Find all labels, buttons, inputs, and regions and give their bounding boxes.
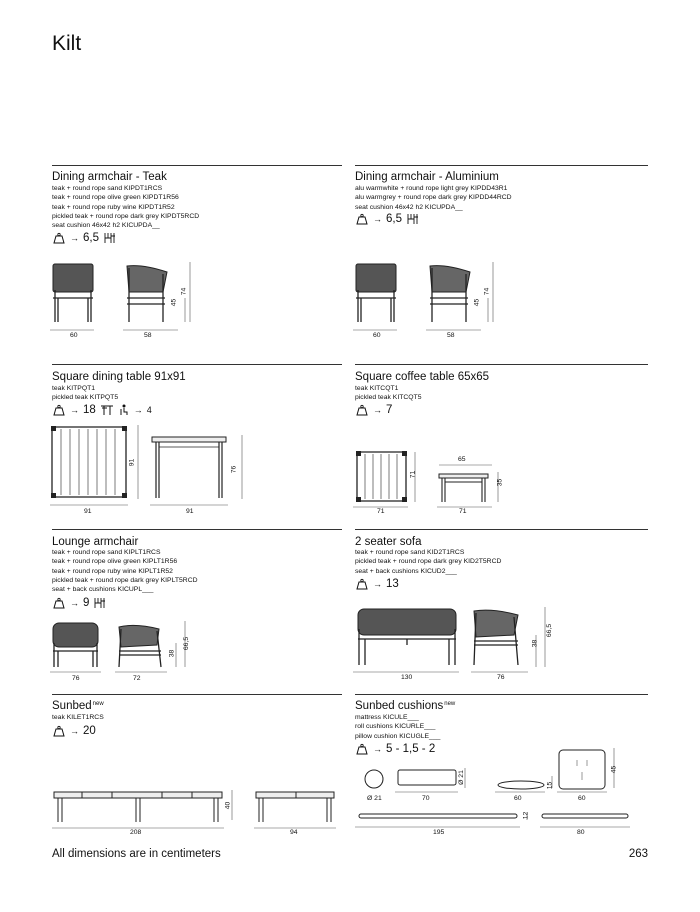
- weight-row: [52, 597, 107, 609]
- weight-row: [355, 404, 392, 416]
- section-title-cushions: [355, 700, 455, 713]
- dimension-depth: 72: [133, 675, 141, 682]
- dimension-lines: [353, 607, 553, 677]
- product-code-line: pickled teak + round rope dark grey KIPLT5RCD: [52, 576, 198, 584]
- section-title-sunbed: [52, 700, 104, 713]
- product-code-line: alu warmwhite + round rope light grey KIPDD43R1: [355, 185, 508, 192]
- weight-kg-icon: [355, 213, 369, 225]
- product-code-line: teak KITPQT1: [52, 385, 96, 392]
- dimension-lines: [52, 790, 342, 835]
- weight-row: [52, 725, 96, 737]
- product-code-line: teak + round rope sand KID2T1RCS: [355, 549, 465, 556]
- seats-value: 4: [146, 405, 152, 415]
- dimension-depth: 91: [128, 458, 136, 467]
- dimension-seat-height: 38: [168, 649, 176, 658]
- section-rule: [52, 165, 342, 166]
- dimension-depth: 58: [447, 332, 455, 339]
- product-code-line: roll cushions KICURLE___: [355, 723, 436, 731]
- dimension-height: 74: [180, 287, 188, 296]
- product-code-line: mattress KICULE___: [355, 714, 419, 721]
- product-codes-dining-teak: [52, 184, 199, 230]
- dimension-lines: [353, 450, 508, 510]
- product-code-line: pickled teak KITPQT5: [52, 394, 119, 402]
- page-number: 263: [628, 848, 648, 860]
- table-icon: [100, 404, 114, 416]
- dimension-pillow-front-height: 45: [610, 765, 618, 774]
- section-rule: [355, 529, 648, 530]
- weight-value: 18: [83, 404, 96, 416]
- section-title-square-coffee: Square coffee table 65x65: [355, 371, 490, 383]
- dimension-width: 71: [377, 508, 385, 515]
- dimension-seat-height: 38: [531, 639, 539, 648]
- dimension-roll-diameter: Ø 21: [367, 795, 382, 802]
- section-rule: [52, 694, 342, 695]
- dimension-height: 66,5: [546, 623, 554, 638]
- stackable-icon: [406, 213, 420, 225]
- section-title-dining-alu: Dining armchair - Aluminium: [355, 171, 499, 183]
- dimension-roll-length: 70: [422, 795, 430, 802]
- product-code-line: teak KITCQT1: [355, 385, 399, 392]
- dimension-width: 130: [401, 674, 413, 681]
- dimension-mattress-width: 80: [577, 829, 585, 836]
- section-title-text: Sunbed cushions: [355, 700, 444, 712]
- product-codes-sunbed: [52, 713, 104, 722]
- weight-kg-icon: [355, 404, 369, 416]
- dimension-pillow-front-width: 60: [578, 795, 586, 802]
- dimension-roll-diameter-side: Ø 21: [457, 770, 465, 785]
- product-code-line: alu warmgrey + round rope dark grey KIPDD44RCD: [355, 194, 512, 202]
- weight-kg-icon: [52, 232, 66, 244]
- product-code-line: teak + round rope sand KIPLT1RCS: [52, 549, 161, 556]
- weight-value: 6,5: [83, 232, 99, 244]
- weight-row: [52, 404, 152, 416]
- dimension-height: 40: [224, 801, 232, 810]
- product-code-line: pickled teak + round rope dark grey KID2T5RCD: [355, 558, 502, 566]
- product-code-line: teak + round rope ruby wine KIPLT1R52: [52, 567, 173, 575]
- dimension-lines: [355, 748, 645, 830]
- arrow-right-icon: →: [133, 405, 143, 415]
- arrow-right-icon: →: [373, 405, 382, 415]
- dimension-lines: [50, 425, 245, 510]
- dimension-height: 74: [483, 287, 491, 296]
- product-code-line: pillow cushion KICUGLE___: [355, 732, 441, 740]
- dimension-top: 65: [458, 456, 466, 463]
- dimension-height: 76: [230, 465, 238, 474]
- product-code-line: seat cushion 46x42 h2 KICUPDA__: [355, 203, 463, 211]
- arrow-right-icon: →: [70, 598, 79, 608]
- section-rule: [355, 364, 648, 365]
- section-title-dining-teak: Dining armchair - Teak: [52, 171, 167, 183]
- product-codes-square-dining: [52, 384, 118, 403]
- dimension-width: 94: [290, 829, 298, 836]
- arrow-right-icon: →: [70, 405, 79, 415]
- weight-row: [355, 213, 420, 225]
- dimension-width: 76: [72, 675, 80, 682]
- new-badge: new: [92, 701, 104, 707]
- weight-value: 6,5: [386, 213, 402, 225]
- arrow-right-icon: →: [70, 233, 79, 243]
- dimension-depth: 71: [409, 470, 417, 479]
- section-rule: [52, 529, 342, 530]
- dimension-depth: 76: [497, 674, 505, 681]
- weight-value: 9: [83, 597, 90, 609]
- dimension-pillow-height: 15: [546, 781, 554, 790]
- section-title-lounge: Lounge armchair: [52, 536, 139, 548]
- product-codes-dining-alu: [355, 184, 512, 212]
- product-code-line: teak + round rope olive green KIPLT1R56: [52, 558, 178, 566]
- product-codes-sofa: [355, 548, 501, 576]
- section-rule: [355, 165, 648, 166]
- product-code-line: pickled teak + round rope dark grey KIPDT5RCD: [52, 212, 200, 220]
- page-title: Kilt: [52, 32, 82, 55]
- product-code-line: teak + round rope sand KIPDT1RCS: [52, 185, 163, 192]
- dimension-width: 60: [70, 332, 78, 339]
- product-codes-cushions: [355, 713, 440, 741]
- dimension-height: 66,5: [183, 636, 191, 651]
- product-codes-square-coffee: [355, 384, 421, 403]
- section-rule: [355, 694, 648, 695]
- dimension-side: 91: [186, 508, 194, 515]
- seating-person-icon: [118, 404, 130, 416]
- weight-value: 7: [386, 404, 393, 416]
- dimension-depth: 58: [144, 332, 152, 339]
- product-code-line: teak + round rope ruby wine KIPDT1R52: [52, 203, 175, 211]
- dimension-mattress-length: 195: [433, 829, 445, 836]
- section-rule: [52, 364, 342, 365]
- arrow-right-icon: →: [373, 744, 382, 754]
- dimension-length: 208: [130, 829, 142, 836]
- arrow-right-icon: →: [373, 214, 382, 224]
- dimension-mattress-height: 12: [522, 811, 530, 820]
- section-title-text: Sunbed: [52, 700, 92, 712]
- weight-kg-icon: [52, 404, 66, 416]
- dimension-height: 35: [496, 478, 504, 487]
- dimension-seat-height: 45: [473, 298, 481, 307]
- section-title-sofa: 2 seater sofa: [355, 536, 422, 548]
- product-code-line: teak + round rope olive green KIPDT1R56: [52, 194, 179, 202]
- product-code-line: teak KILET1RCS: [52, 714, 104, 721]
- product-code-line: seat + back cushions KICUD2___: [355, 567, 457, 575]
- dimension-pillow-width: 60: [514, 795, 522, 802]
- dimension-width: 60: [373, 332, 381, 339]
- dimension-width: 91: [84, 508, 92, 515]
- arrow-right-icon: →: [373, 579, 382, 589]
- dimension-seat-height: 45: [170, 298, 178, 307]
- product-codes-lounge: [52, 548, 198, 594]
- footer-note: All dimensions are in centimeters: [52, 848, 221, 860]
- arrow-right-icon: →: [70, 726, 79, 736]
- weight-row: [52, 232, 117, 244]
- dimension-side: 71: [459, 508, 467, 515]
- weight-kg-icon: [355, 578, 369, 590]
- stackable-icon: [93, 597, 107, 609]
- weight-value: 20: [83, 725, 96, 737]
- new-badge: new: [444, 701, 456, 707]
- stackable-icon: [103, 232, 117, 244]
- product-code-line: seat + back cushions KICUPL___: [52, 586, 154, 594]
- weight-row: [355, 578, 399, 590]
- weight-kg-icon: [52, 725, 66, 737]
- section-title-square-dining: Square dining table 91x91: [52, 371, 186, 383]
- product-code-line: seat cushion 46x42 h2 KICUPDA__: [52, 222, 160, 230]
- product-code-line: pickled teak KITCQT5: [355, 394, 422, 402]
- weight-kg-icon: [52, 597, 66, 609]
- weight-value: 5 - 1,5 - 2: [386, 743, 436, 755]
- weight-value: 13: [386, 578, 399, 590]
